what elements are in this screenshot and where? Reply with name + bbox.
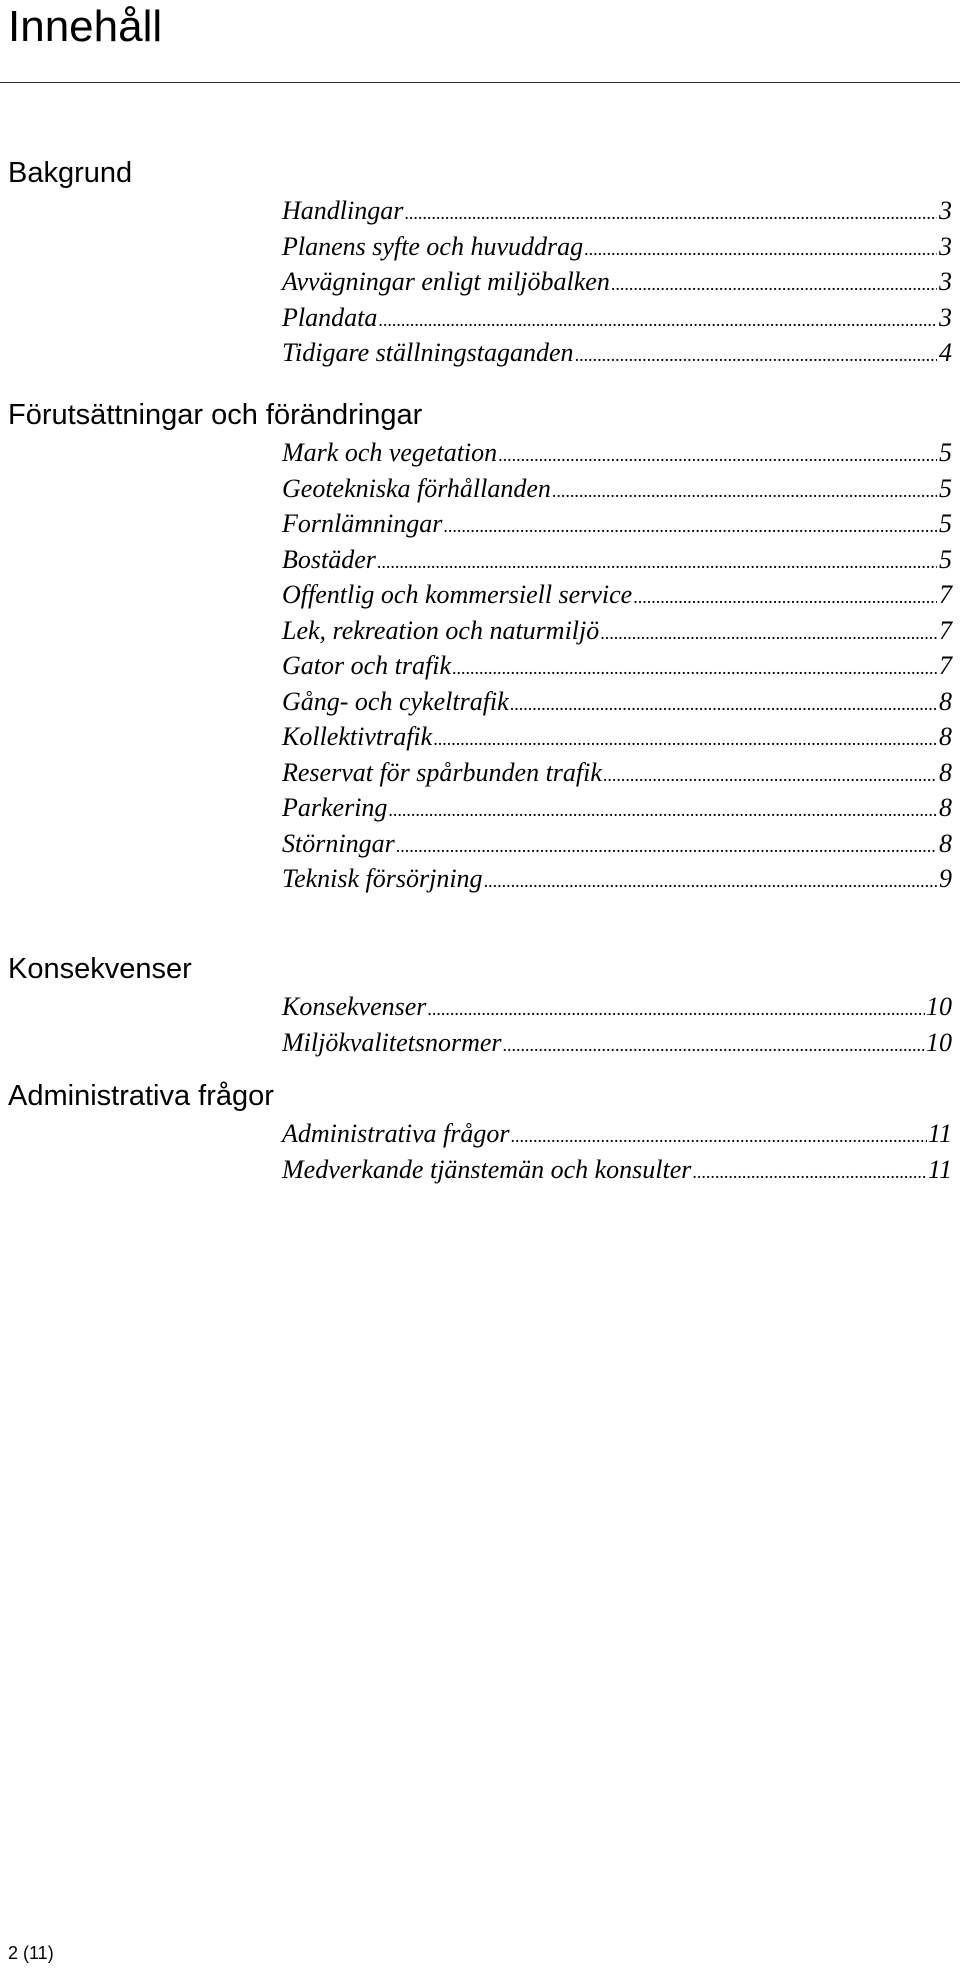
toc-entry-label: Parkering bbox=[282, 793, 388, 822]
toc-entry[interactable] bbox=[282, 1153, 952, 1187]
toc-entry[interactable] bbox=[282, 194, 952, 228]
toc-entry-page: 8 bbox=[939, 828, 952, 858]
toc-entry[interactable] bbox=[282, 265, 952, 299]
toc-entry-page: 8 bbox=[939, 722, 952, 751]
dot-leader bbox=[692, 1155, 927, 1189]
toc-entry-page: 5 bbox=[939, 509, 952, 538]
toc-entry[interactable] bbox=[282, 436, 952, 470]
toc-entry[interactable] bbox=[282, 685, 952, 719]
toc-entry-page: 3 bbox=[939, 267, 952, 296]
toc-entry-label: Mark och vegetation bbox=[282, 438, 498, 467]
toc-entry-label: Bostäder bbox=[282, 544, 376, 574]
toc-entry-label: Avvägningar enligt miljöbalken bbox=[282, 267, 610, 296]
toc-entry[interactable] bbox=[282, 990, 952, 1024]
toc-entry-label: Geotekniska förhållanden bbox=[282, 473, 551, 503]
toc-entry-label: Lek, rekreation och naturmiljö bbox=[282, 615, 600, 645]
section-heading: Förutsättningar och förändringar bbox=[8, 399, 423, 431]
toc-entry-label: Gator och trafik bbox=[282, 651, 451, 680]
toc-entry-label: Kollektivtrafik bbox=[282, 722, 433, 751]
toc-entry-label: Konsekvenser bbox=[282, 992, 427, 1021]
toc-entry-label: Administrativa frågor bbox=[282, 1119, 510, 1148]
dot-leader bbox=[443, 509, 937, 543]
dot-leader bbox=[503, 1028, 925, 1062]
toc-entry-page: 8 bbox=[939, 793, 952, 822]
toc-entry-label: Miljökvalitetsnormer bbox=[282, 1027, 502, 1057]
toc-entry-label: Gång- och cykeltrafik bbox=[282, 686, 509, 716]
toc-entry-label: Tidigare ställningstaganden bbox=[282, 338, 574, 367]
toc-entry-page: 11 bbox=[927, 1119, 952, 1148]
page-number: 2 (11) bbox=[8, 1943, 54, 1963]
toc-entry-page: 7 bbox=[939, 615, 952, 645]
toc-entry-page: 9 bbox=[939, 864, 952, 893]
toc-entry[interactable] bbox=[282, 862, 952, 896]
toc-entry[interactable] bbox=[282, 472, 952, 506]
toc-entry-page: 3 bbox=[939, 231, 952, 261]
dot-leader bbox=[396, 829, 937, 863]
dot-leader bbox=[404, 196, 937, 230]
toc-entry-label: Planens syfte och huvuddrag bbox=[282, 231, 584, 261]
dot-leader bbox=[388, 793, 937, 827]
toc-entry-page: 3 bbox=[939, 196, 952, 225]
dot-leader bbox=[575, 338, 937, 372]
page-title: Innehåll bbox=[8, 2, 163, 51]
toc-entry[interactable] bbox=[282, 336, 952, 370]
dot-leader bbox=[584, 232, 937, 266]
toc-entry-label: Medverkande tjänstemän och konsulter bbox=[282, 1154, 692, 1184]
toc-entry-label: Plandata bbox=[282, 302, 378, 332]
toc-entry-page: 10 bbox=[926, 1027, 952, 1057]
toc-entry-label: Teknisk försörjning bbox=[282, 864, 483, 893]
toc-entry-page: 5 bbox=[939, 438, 952, 467]
dot-leader bbox=[552, 474, 937, 508]
toc-entry-label: Handlingar bbox=[282, 196, 404, 225]
toc-entry-page: 5 bbox=[939, 544, 952, 574]
toc-entry[interactable] bbox=[282, 827, 952, 861]
dot-leader bbox=[484, 864, 937, 898]
toc-entry[interactable] bbox=[282, 649, 952, 683]
dot-leader bbox=[433, 722, 937, 756]
toc-entry-label: Reservat för spårbunden trafik bbox=[282, 757, 602, 787]
dot-leader bbox=[510, 687, 937, 721]
toc-entry-page: 11 bbox=[927, 1154, 952, 1184]
toc-entry[interactable] bbox=[282, 756, 952, 790]
toc-entry[interactable] bbox=[282, 720, 952, 754]
toc-entry-page: 10 bbox=[926, 992, 952, 1021]
dot-leader bbox=[633, 580, 937, 614]
toc-entry-page: 5 bbox=[939, 473, 952, 503]
dot-leader bbox=[377, 545, 937, 579]
toc-entry[interactable] bbox=[282, 301, 952, 335]
toc-entry[interactable] bbox=[282, 1026, 952, 1060]
toc-entry[interactable] bbox=[282, 230, 952, 264]
toc-entry-page: 7 bbox=[939, 580, 952, 609]
toc-entry[interactable] bbox=[282, 791, 952, 825]
dot-leader bbox=[603, 758, 937, 792]
toc-entry[interactable] bbox=[282, 578, 952, 612]
toc-entry-page: 8 bbox=[939, 757, 952, 787]
dot-leader bbox=[452, 651, 937, 685]
dot-leader bbox=[427, 992, 925, 1026]
dot-leader bbox=[611, 267, 937, 301]
section-heading: Konsekvenser bbox=[8, 953, 192, 985]
dot-leader bbox=[378, 303, 937, 337]
toc-entry-page: 4 bbox=[939, 338, 952, 367]
toc-entry-page: 7 bbox=[939, 651, 952, 680]
toc-entry-page: 8 bbox=[939, 686, 952, 716]
toc-entry-label: Störningar bbox=[282, 828, 395, 858]
dot-leader bbox=[511, 1119, 927, 1153]
toc-entry-label: Fornlämningar bbox=[282, 509, 443, 538]
toc-entry[interactable] bbox=[282, 614, 952, 648]
section-heading: Bakgrund bbox=[8, 157, 133, 189]
toc-entry[interactable] bbox=[282, 1117, 952, 1151]
section-heading: Administrativa frågor bbox=[8, 1080, 274, 1112]
dot-leader bbox=[498, 438, 937, 472]
toc-entry[interactable] bbox=[282, 507, 952, 541]
toc-entry-label: Offentlig och kommersiell service bbox=[282, 580, 633, 609]
toc-entry[interactable] bbox=[282, 543, 952, 577]
title-divider bbox=[0, 82, 960, 83]
toc-entry-page: 3 bbox=[939, 302, 952, 332]
dot-leader bbox=[600, 616, 937, 650]
